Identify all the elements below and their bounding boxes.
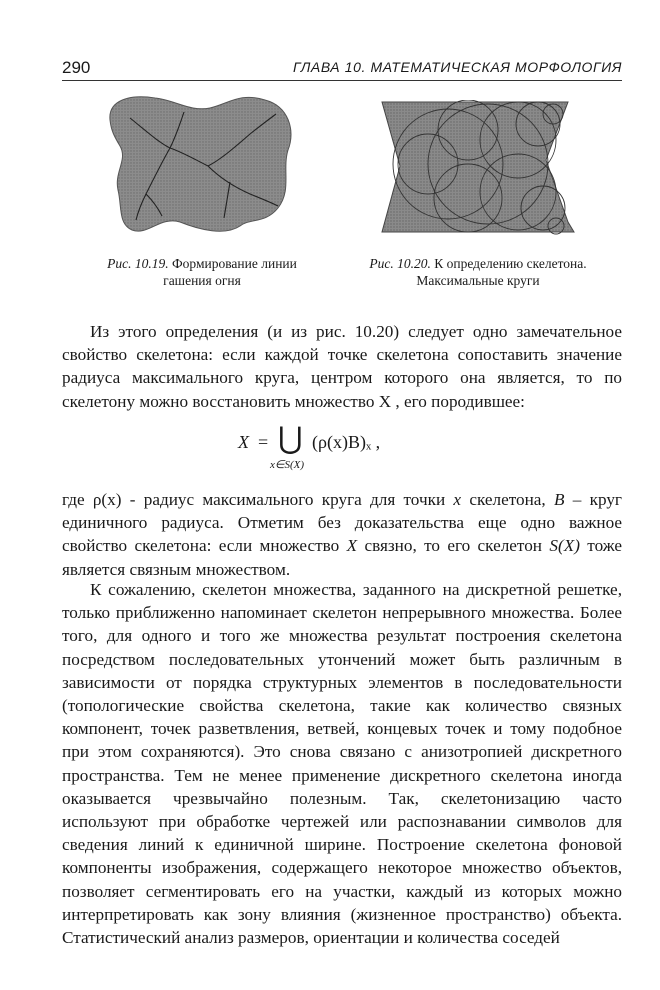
blob-shape: [110, 97, 291, 231]
figure-number: Рис. 10.19.: [107, 256, 169, 271]
page-number: 290: [62, 58, 91, 77]
var-b: B: [553, 490, 565, 509]
var-sx: S(X): [549, 536, 580, 556]
running-head: [62, 56, 622, 80]
text-run: где: [62, 490, 93, 509]
figure-10-20-caption: [366, 255, 590, 289]
union-subscript: x∈S(X): [270, 459, 305, 471]
var-X: X: [346, 536, 358, 556]
paragraph-2: [62, 488, 622, 581]
caption-text: Формирование линии гашения огня: [163, 256, 297, 288]
text-run: скелетона,: [461, 490, 554, 509]
figure-number: Рис. 10.20.: [369, 256, 431, 271]
paragraph-3: К сожалению, скелетон множества, заданного на дискретной решетке, только приближенно напоминает скелетон непрерывного множества. Более того, для одного и того же множества результат построения скелетона посредством последовательных утончений может быть различным в зависимости от порядка структурных элементов в последовательности (топологические свойства скелетона, такие как количество связных компонент, точек разветвления, ветвей, концевых точек и тому подобное при этом сохраняются). Это снова связано с анизотропией дискретного пространства. Тем не менее применение дискретного скелетона иногда оказывается чрезвычайно полезным. Так, скелетонизацию часто используют при обработке чертежей или распознавании символов для сведения линий к единичной ширине. Построение скелетона фоновой компоненты изображения, содержащего некоторое множество объектов, позволяет сегментировать его на участки, каждый из которых можно интерпретировать как зону влияния (жизненное пространство) объекта. Статистический анализ размеров, ориентации и количества соседей: [62, 580, 622, 948]
text-run: - радиус максимального круга для точки: [121, 490, 454, 509]
text-run: связно, то его скелетон: [357, 536, 550, 556]
figure-10-19-caption: [96, 255, 308, 289]
chapter-title: ГЛАВА 10. МАТЕМАТИЧЕСКАЯ МОРФОЛОГИЯ: [292, 59, 622, 75]
formula: [230, 424, 430, 474]
formula-equals: =: [258, 432, 269, 452]
rho-symbol: ρ(x): [92, 490, 122, 509]
caption-text: К определению скелетона. Максимальные круги: [416, 256, 587, 288]
union-symbol: ⋃: [278, 422, 303, 455]
figure-10-19: [100, 90, 300, 240]
var-x: x: [453, 490, 462, 509]
formula-rhs: (ρ(x)B)ₓ ,: [312, 432, 381, 452]
figure-10-19-image: [100, 90, 300, 240]
text-run: – круг единичного радиуса. Отметим без доказательства еще одно важное свойство скелетона: если множество: [62, 490, 622, 556]
text-run: тоже является связным множеством.: [62, 536, 623, 579]
header-rule: [62, 80, 622, 81]
figure-10-20: [378, 100, 578, 240]
paragraph-1: Из этого определения (и из рис. 10.20) следует одно замечательное свойство скелетона: если каждой точке скелетона сопоставить значение радиуса максимального круга, центром которого она является, то по скелетону можно восстановить множество X , его породившее:: [62, 322, 622, 411]
figure-10-20-image: [378, 100, 578, 240]
formula-lhs: X: [238, 432, 249, 452]
